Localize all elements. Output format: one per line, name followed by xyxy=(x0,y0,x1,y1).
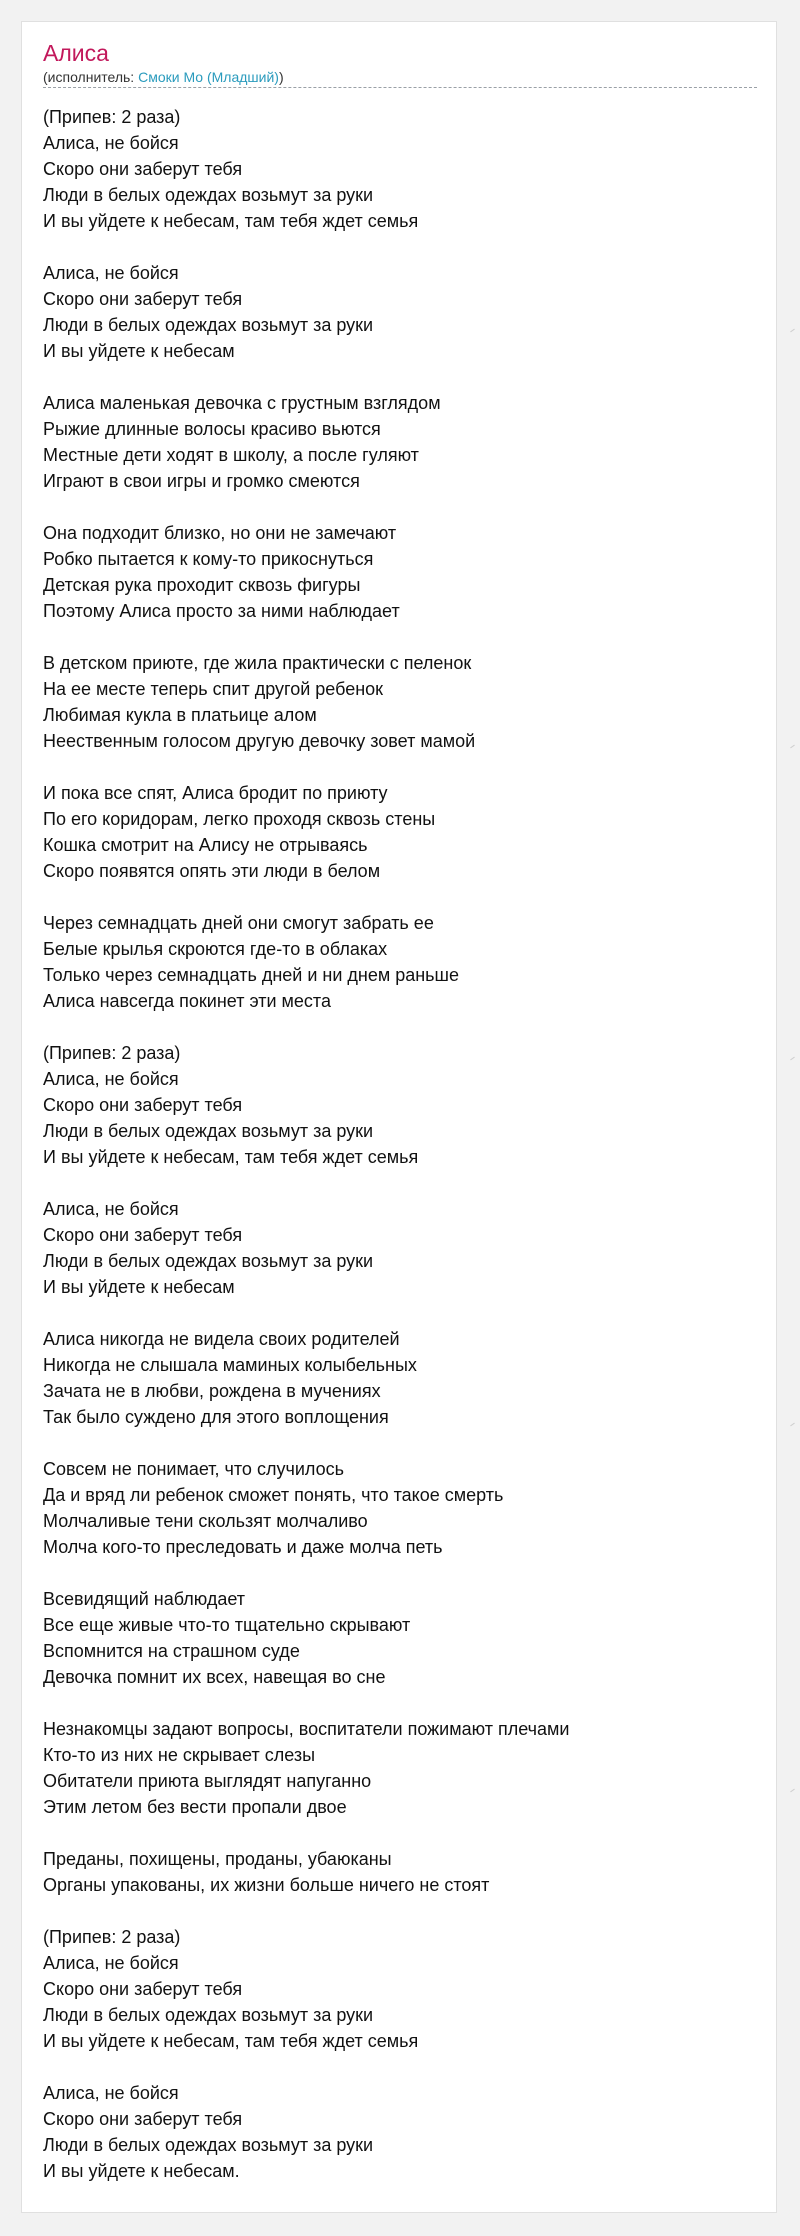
lyric-line: Она подходит близко, но они не замечают xyxy=(43,523,397,543)
lyric-line: Алиса, не бойся xyxy=(43,1069,179,1089)
stanza-gap xyxy=(43,1560,757,1586)
lyric-line: Всевидящий наблюдает xyxy=(43,1589,246,1609)
stanza-gap xyxy=(43,1430,757,1456)
lyric-line: Алиса, не бойся xyxy=(43,1953,179,1973)
artist-prefix: (исполнитель: xyxy=(43,69,139,86)
lyric-line: Скоро они заберут тебя xyxy=(43,159,243,179)
lyric-line: И вы уйдете к небесам, там тебя ждет семья xyxy=(43,2031,419,2051)
lyric-line: Люди в белых одеждах возьмут за руки xyxy=(43,1121,374,1141)
stanza-gap xyxy=(43,884,757,910)
lyric-line: Неественным голосом другую девочку зовет мамой xyxy=(43,731,476,751)
lyric-line: Никогда не слышала маминых колыбельных xyxy=(43,1355,417,1375)
lyric-line: И пока все спят, Алиса бродит по приюту xyxy=(43,783,388,803)
stanza-gap xyxy=(43,1690,757,1716)
lyric-line: И вы уйдете к небесам xyxy=(43,1277,235,1297)
stanza xyxy=(43,104,757,234)
lyric-line: Скоро они заберут тебя xyxy=(43,1979,243,1999)
lyric-line: Алиса, не бойся xyxy=(43,263,179,283)
lyric-line: Алиса, не бойся xyxy=(43,1199,179,1219)
lyric-line: Люди в белых одеждах возьмут за руки xyxy=(43,2005,374,2025)
edge-mark xyxy=(790,1423,795,1427)
lyric-line: Детская рука проходит сквозь фигуры xyxy=(43,575,361,595)
stanza xyxy=(43,1586,757,1690)
edge-mark xyxy=(790,1789,795,1793)
stanza-gap xyxy=(43,754,757,780)
stanza-gap xyxy=(43,1300,757,1326)
stanza-gap xyxy=(43,1014,757,1040)
lyric-line: Скоро они заберут тебя xyxy=(43,2109,243,2129)
lyric-line: Скоро они заберут тебя xyxy=(43,289,243,309)
stanza xyxy=(43,1456,757,1560)
lyric-line: И вы уйдете к небесам xyxy=(43,341,235,361)
stanza-gap xyxy=(43,2054,757,2080)
lyric-line: По его коридорам, легко проходя сквозь стены xyxy=(43,809,436,829)
lyric-line: Алиса навсегда покинет эти места xyxy=(43,991,331,1011)
lyric-line: Молчаливые тени скользят молчаливо xyxy=(43,1511,368,1531)
lyric-line: Этим летом без вести пропали двое xyxy=(43,1797,347,1817)
lyric-line: И вы уйдете к небесам. xyxy=(43,2161,240,2181)
song-header xyxy=(43,40,757,88)
song-title: Алиса xyxy=(43,40,109,66)
lyric-line: И вы уйдете к небесам, там тебя ждет семья xyxy=(43,211,419,231)
stanza-gap xyxy=(43,494,757,520)
lyric-line: Поэтому Алиса просто за ними наблюдает xyxy=(43,601,400,621)
stanza xyxy=(43,1716,757,1820)
lyric-line: Преданы, похищены, проданы, убаюканы xyxy=(43,1849,392,1869)
lyric-line: Алиса маленькая девочка с грустным взглядом xyxy=(43,393,441,413)
lyric-line: Скоро появятся опять эти люди в белом xyxy=(43,861,381,881)
lyric-line: (Припев: 2 раза) xyxy=(43,1043,181,1063)
artist-link[interactable]: Смоки Мо (Младший) xyxy=(138,69,279,86)
lyric-line: Люди в белых одеждах возьмут за руки xyxy=(43,315,374,335)
lyric-line: Совсем не понимает, что случилось xyxy=(43,1459,344,1479)
lyric-line: Белые крылья скроются где-то в облаках xyxy=(43,939,388,959)
lyric-line: Алиса, не бойся xyxy=(43,133,179,153)
lyric-line: Только через семнадцать дней и ни днем раньше xyxy=(43,965,460,985)
lyric-line: Скоро они заберут тебя xyxy=(43,1095,243,1115)
lyric-line: На ее месте теперь спит другой ребенок xyxy=(43,679,384,699)
lyric-line: Молча кого-то преследовать и даже молча петь xyxy=(43,1537,443,1557)
lyric-line: Рыжие длинные волосы красиво вьются xyxy=(43,419,381,439)
stanza-gap xyxy=(43,1898,757,1924)
lyric-line: Обитатели приюта выглядят напуганно xyxy=(43,1771,372,1791)
stanza xyxy=(43,1326,757,1430)
stanza xyxy=(43,780,757,884)
lyric-line: Любимая кукла в платьице алом xyxy=(43,705,317,725)
lyric-line: Алиса никогда не видела своих родителей xyxy=(43,1329,400,1349)
stanza-gap xyxy=(43,1170,757,1196)
stanza xyxy=(43,910,757,1014)
lyric-line: Зачата не в любви, рождена в мучениях xyxy=(43,1381,381,1401)
stanza-gap xyxy=(43,234,757,260)
lyrics-card xyxy=(21,21,777,2213)
lyric-line: Через семнадцать дней они смогут забрать ее xyxy=(43,913,434,933)
stanza xyxy=(43,260,757,364)
stanza xyxy=(43,1924,757,2054)
stanza xyxy=(43,1040,757,1170)
stanza-gap xyxy=(43,624,757,650)
stanza xyxy=(43,650,757,754)
lyric-line: Люди в белых одеждах возьмут за руки xyxy=(43,185,374,205)
lyric-line: Кошка смотрит на Алису не отрываясь xyxy=(43,835,368,855)
lyric-line: Кто-то из них не скрывает слезы xyxy=(43,1745,316,1765)
artist-line xyxy=(43,68,757,88)
artist-suffix: ) xyxy=(278,69,284,86)
stanza xyxy=(43,1196,757,1300)
lyric-line: Да и вряд ли ребенок сможет понять, что такое смерть xyxy=(43,1485,504,1505)
lyric-line: Незнакомцы задают вопросы, воспитатели пожимают плечами xyxy=(43,1719,570,1739)
edge-mark xyxy=(790,745,795,749)
lyric-line: Люди в белых одеждах возьмут за руки xyxy=(43,1251,374,1271)
stanza-gap xyxy=(43,364,757,390)
lyric-line: И вы уйдете к небесам, там тебя ждет семья xyxy=(43,1147,419,1167)
edge-mark xyxy=(790,329,795,333)
edge-mark xyxy=(790,1057,795,1061)
stanza xyxy=(43,390,757,494)
lyric-line: Скоро они заберут тебя xyxy=(43,1225,243,1245)
lyric-line: (Припев: 2 раза) xyxy=(43,1927,181,1947)
stanza xyxy=(43,1846,757,1898)
lyric-line: Девочка помнит их всех, навещая во сне xyxy=(43,1667,386,1687)
lyric-line: Местные дети ходят в школу, а после гуляют xyxy=(43,445,419,465)
lyric-line: Играют в свои игры и громко смеются xyxy=(43,471,360,491)
stanza-gap xyxy=(43,1820,757,1846)
lyric-line: Люди в белых одеждах возьмут за руки xyxy=(43,2135,374,2155)
lyric-line: (Припев: 2 раза) xyxy=(43,107,181,127)
lyric-line: Все еще живые что-то тщательно скрывают xyxy=(43,1615,411,1635)
stanza xyxy=(43,2080,757,2184)
lyric-line: Робко пытается к кому-то прикоснуться xyxy=(43,549,374,569)
lyric-line: Органы упакованы, их жизни больше ничего не стоят xyxy=(43,1875,490,1895)
lyric-line: Так было суждено для этого воплощения xyxy=(43,1407,389,1427)
lyric-line: Алиса, не бойся xyxy=(43,2083,179,2103)
stanza xyxy=(43,520,757,624)
lyric-line: В детском приюте, где жила практически с пеленок xyxy=(43,653,472,673)
lyric-line: Вспомнится на страшном суде xyxy=(43,1641,300,1661)
lyrics-body xyxy=(43,104,757,2184)
